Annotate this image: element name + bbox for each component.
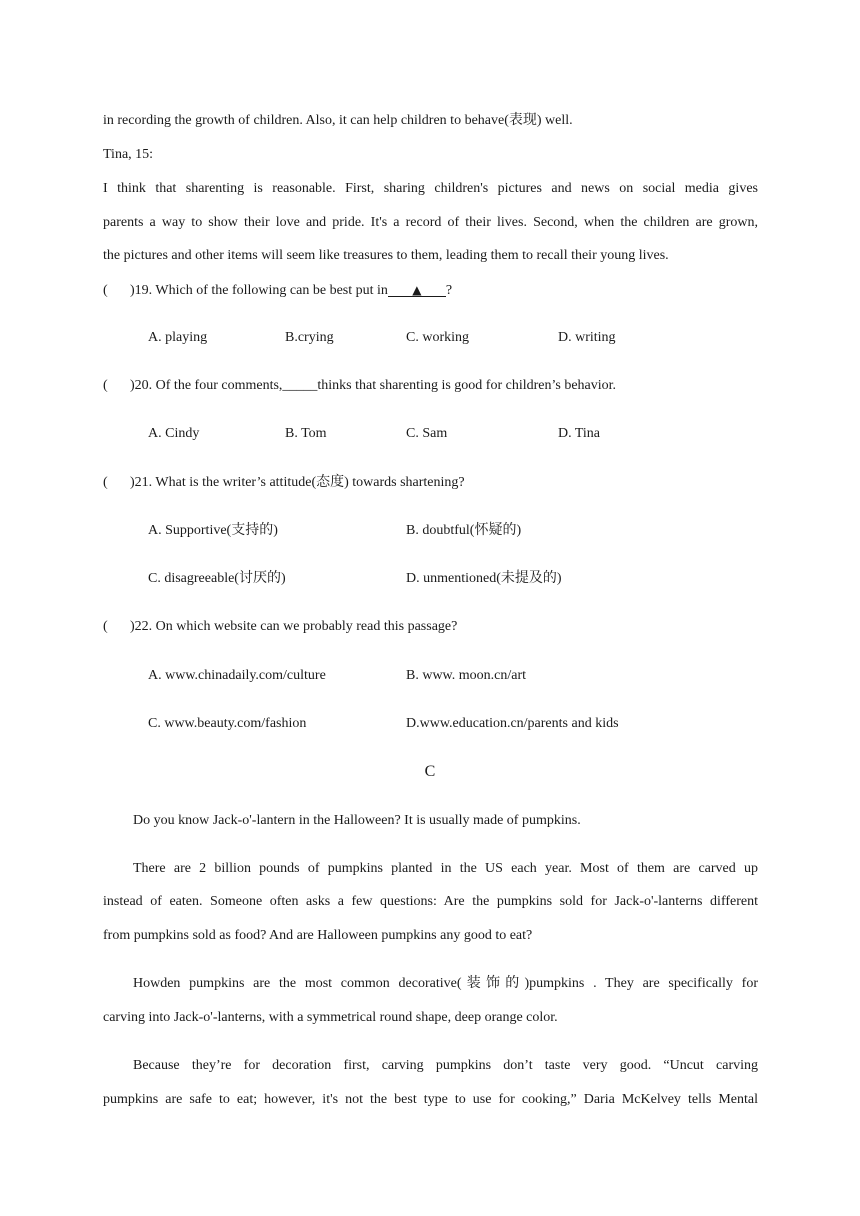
question-end: ? (445, 283, 453, 298)
answer-blank (388, 281, 446, 297)
paragraph-line: instead of eaten. Someone often asks a few questions: Are the pumpkins sold for Jack-o'-lanterns different (103, 894, 758, 909)
question-text: )20. Of the four comments,_____thinks that sharenting is good for children’s behavior. (130, 378, 617, 393)
passage-line: in recording the growth of children. Also, it can help children to behave(表现) well. (103, 113, 573, 128)
paragraph-line: Do you know Jack-o'-lantern in the Halloween? It is usually made of pumpkins. (133, 813, 581, 828)
answer-paren[interactable]: ( (103, 475, 108, 490)
passage-line: the pictures and other items will seem like treasures to them, leading them to recall their young lives. (103, 248, 669, 263)
paragraph-line: Howden pumpkins are the most common decorative(装饰的)pumpkins . They are specifically for (133, 976, 758, 991)
question-19 (103, 281, 758, 300)
option-a: A. Cindy (148, 426, 200, 441)
triangle-marker-icon: ▲ (412, 283, 422, 297)
option-b: B.crying (285, 330, 334, 345)
question-text: )22. On which website can we probably read this passage? (130, 619, 458, 634)
option-b: B. Tom (285, 426, 327, 441)
option-d: D.www.education.cn/parents and kids (406, 716, 619, 731)
question-text: )19. Which of the following can be best put in (130, 283, 388, 298)
passage-line: parents a way to show their love and pride. It's a record of their lives. Second, when the children are grown, (103, 215, 758, 230)
option-a: A. playing (148, 330, 208, 345)
question-text: )21. What is the writer’s attitude(态度) towards shartening? (130, 475, 465, 490)
option-a: A. www.chinadaily.com/culture (148, 668, 326, 683)
answer-paren[interactable]: ( (103, 619, 108, 634)
option-c: C. Sam (406, 426, 448, 441)
paragraph-line: pumpkins are safe to eat; however, it's not the best type to use for cooking,” Daria McKelvey tells Mental (103, 1092, 758, 1107)
option-d: D. writing (558, 330, 616, 345)
question-21 (103, 474, 758, 492)
option-d: D. Tina (558, 426, 601, 441)
paragraph-line: Because they’re for decoration first, carving pumpkins don’t taste very good. “Uncut carving (133, 1058, 758, 1073)
section-heading: C (424, 763, 436, 780)
answer-paren[interactable]: ( (103, 283, 108, 298)
option-d: D. unmentioned(未提及的) (406, 571, 562, 586)
paragraph-line: from pumpkins sold as food? And are Halloween pumpkins any good to eat? (103, 928, 533, 943)
option-b: B. www. moon.cn/art (406, 668, 527, 683)
paragraph-line: There are 2 billion pounds of pumpkins planted in the US each year. Most of them are carved up (133, 861, 758, 876)
question-20 (103, 377, 758, 395)
option-b: B. doubtful(怀疑的) (406, 523, 522, 538)
paragraph-line: carving into Jack-o'-lanterns, with a symmetrical round shape, deep orange color. (103, 1010, 558, 1025)
question-22 (103, 618, 758, 636)
option-c: C. www.beauty.com/fashion (148, 716, 307, 731)
passage-line: I think that sharenting is reasonable. First, sharing children's pictures and news on social media gives (103, 181, 758, 196)
option-a: A. Supportive(支持的) (148, 523, 278, 538)
option-c: C. disagreeable(讨厌的) (148, 571, 286, 586)
answer-paren[interactable]: ( (103, 378, 108, 393)
option-c: C. working (406, 330, 469, 345)
commenter-label: Tina, 15: (103, 147, 154, 162)
